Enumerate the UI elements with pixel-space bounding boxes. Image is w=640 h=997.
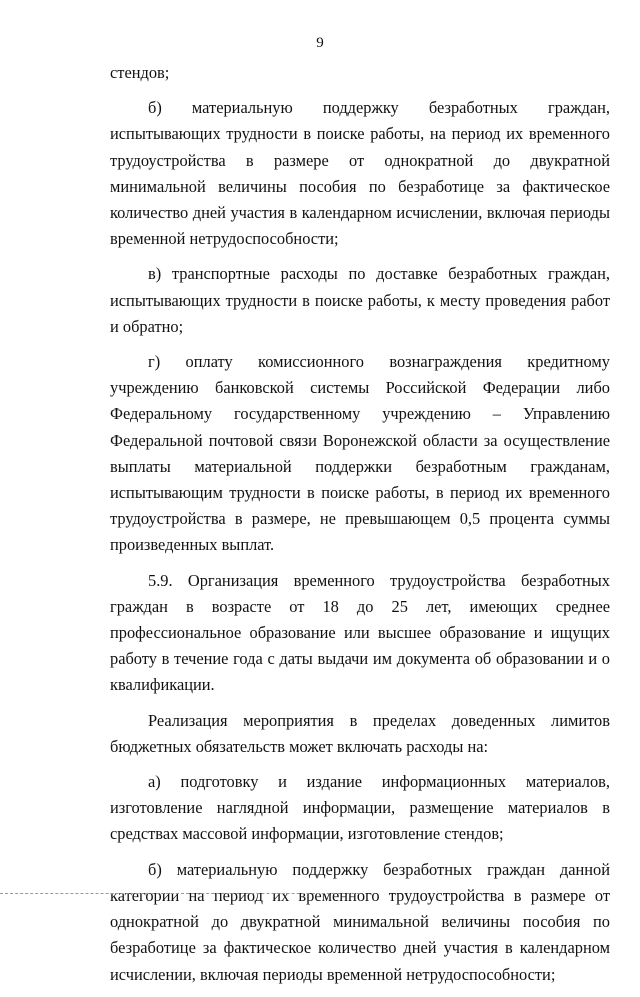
paragraph-section-5-9: 5.9. Организация временного трудоустройства безработных граждан в возрасте от 18 до 25 лет, имеющих среднее профессиональное образование или высшее образование и ищущих работу в течение года с даты выдачи им документа об образовании и о квалификации. [110, 570, 610, 695]
paragraph-material-support-category: б) материальную поддержку безработных граждан данной категории на период их временного трудоустройства в размере от однократной до двукратной минимальной величины пособия по безработице за фактическое количество дней участия в календарном исчислении, включая периоды временной нетрудоспособности; [110, 859, 610, 984]
page-number: 9 [316, 35, 324, 51]
paragraph-continuation: стендов; [110, 63, 170, 82]
paragraph-commission-fee: г) оплату комиссионного вознаграждения кредитному учреждению банковской системы Российской Федерации либо Федеральному государственному учреждению – Управлению Федеральной почтовой связи Воронежской области за осуществление выплаты материальной поддержки безработным гражданам, испытывающим трудности в поиске работы, в период их временного трудоустройства в размере, не превышающем 0,5 процента суммы произведенных выплат. [110, 352, 610, 555]
paragraph-transport-costs: в) транспортные расходы по доставке безработных граждан, испытывающих трудности в поиске работы, к месту проведения работ и обратно; [110, 264, 610, 336]
document-body [110, 60, 610, 997]
paragraph-material-support: б) материальную поддержку безработных граждан, испытывающих трудности в поиске работы, на период их временного трудоустройства в размере от однократной до двукратной минимальной величины пособия по безработице за фактическое количество дней участия в календарном исчислении, включая периоды временной нетрудоспособности; [110, 98, 610, 249]
paragraph-info-materials: а) подготовку и издание информационных материалов, изготовление наглядной информации, размещение материалов в средствах массовой информации, изготовление стендов; [110, 772, 610, 844]
footer-divider [0, 893, 360, 894]
paragraph-implementation: Реализация мероприятия в пределах доведенных лимитов бюджетных обязательств может включать расходы на: [110, 710, 610, 756]
